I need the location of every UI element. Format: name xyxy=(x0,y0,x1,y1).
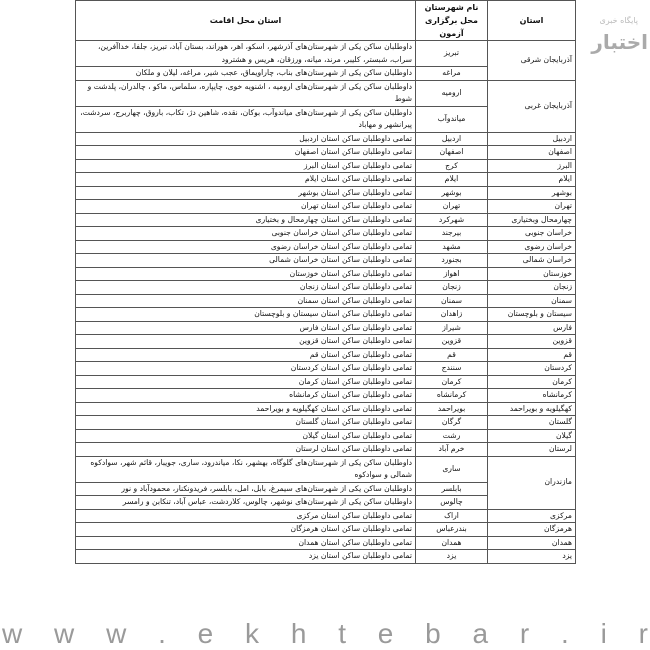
exam-city-cell: چالوس xyxy=(416,496,488,510)
residence-cell: تمامی داوطلبان ساکن استان یزد xyxy=(76,550,416,564)
province-cell: مرکزی xyxy=(488,509,576,523)
residence-cell: تمامی داوطلبان ساکن استان مرکزی xyxy=(76,509,416,523)
exam-city-cell: سنندج xyxy=(416,362,488,376)
header-exam-city: نام شهرستان محل برگزاری آزمون xyxy=(416,1,488,41)
exam-city-cell: بویراحمد xyxy=(416,402,488,416)
residence-cell: تمامی داوطلبان ساکن استان چهارمحال و بختیاری xyxy=(76,213,416,227)
residence-cell: تمامی داوطلبان ساکن استان خوزستان xyxy=(76,267,416,281)
table-row xyxy=(76,159,576,173)
watermark-letter: r xyxy=(519,618,530,649)
residence-cell: داوطلبان ساکن یکی از شهرستان‌های گلوگاه، بهشهر، نکا، میاندرود، ساری، جویبار، قائم شهر، سوادکوه شمالی و سوادکوه xyxy=(76,456,416,482)
province-cell: خراسان جنوبی xyxy=(488,227,576,241)
watermark-letter: b xyxy=(425,618,441,649)
province-cell: کهگیلویه و بویراحمد xyxy=(488,402,576,416)
residence-cell: داوطلبان ساکن یکی از شهرستان‌های نوشهر، چالوس، کلاردشت، عباس آباد، تنکابن و رامسر xyxy=(76,496,416,510)
exam-city-cell: اردبیل xyxy=(416,132,488,146)
province-cell: ایلام xyxy=(488,173,576,187)
watermark-letter: h xyxy=(290,618,307,649)
table-row xyxy=(76,536,576,550)
residence-cell: تمامی داوطلبان ساکن استان اصفهان xyxy=(76,146,416,160)
residence-cell: تمامی داوطلبان ساکن استان گیلان xyxy=(76,429,416,443)
residence-cell: تمامی داوطلبان ساکن استان تهران xyxy=(76,200,416,214)
exam-city-cell: اهواز xyxy=(416,267,488,281)
exam-city-cell: یزد xyxy=(416,550,488,564)
province-cell: بوشهر xyxy=(488,186,576,200)
header-province: استان xyxy=(488,1,576,41)
exam-city-cell: کرج xyxy=(416,159,488,173)
province-cell: آذربایجان غربی xyxy=(488,80,576,132)
watermark-letter: r xyxy=(638,618,648,649)
exam-city-cell: شیراز xyxy=(416,321,488,335)
table-row xyxy=(76,335,576,349)
table-row xyxy=(76,456,576,482)
residence-cell: داوطلبان ساکن یکی از شهرستان‌های میاندوآب، بوکان، نقده، شاهین دژ، تکاب، باروق، چهاربرج، سردشت، پیرانشهر و مهاباد xyxy=(76,106,416,132)
table-row xyxy=(76,281,576,295)
table-row xyxy=(76,416,576,430)
residence-cell: تمامی داوطلبان ساکن استان خراسان شمالی xyxy=(76,254,416,268)
residence-cell: تمامی داوطلبان ساکن استان البرز xyxy=(76,159,416,173)
residence-cell: تمامی داوطلبان ساکن استان قم xyxy=(76,348,416,362)
exam-city-cell: مشهد xyxy=(416,240,488,254)
watermark-letter: w xyxy=(54,618,75,649)
exam-city-cell: سمنان xyxy=(416,294,488,308)
residence-cell: تمامی داوطلبان ساکن استان خراسان رضوی xyxy=(76,240,416,254)
province-cell: خراسان شمالی xyxy=(488,254,576,268)
exam-city-cell: اراک xyxy=(416,509,488,523)
logo-big-text: اختبار xyxy=(591,30,648,54)
province-cell: گلستان xyxy=(488,416,576,430)
table-row xyxy=(76,362,576,376)
exam-city-cell: همدان xyxy=(416,536,488,550)
residence-cell: تمامی داوطلبان ساکن استان قزوین xyxy=(76,335,416,349)
table-row xyxy=(76,186,576,200)
exam-city-cell: خرم آباد xyxy=(416,443,488,457)
residence-cell: تمامی داوطلبان ساکن استان اردبیل xyxy=(76,132,416,146)
exam-city-cell: بندرعباس xyxy=(416,523,488,537)
table-row xyxy=(76,402,576,416)
province-cell: البرز xyxy=(488,159,576,173)
residence-cell: تمامی داوطلبان ساکن استان فارس xyxy=(76,321,416,335)
table-row xyxy=(76,348,576,362)
table-row xyxy=(76,321,576,335)
table-row xyxy=(76,254,576,268)
watermark-letter: w xyxy=(106,618,127,649)
table-row xyxy=(76,550,576,564)
province-cell: لرستان xyxy=(488,443,576,457)
watermark-letter: i xyxy=(600,618,607,649)
exam-city-cell: ارومیه xyxy=(416,80,488,106)
table-row xyxy=(76,146,576,160)
exam-city-cell: رشت xyxy=(416,429,488,443)
residence-cell: تمامی داوطلبان ساکن استان کرمانشاه xyxy=(76,389,416,403)
residence-cell: تمامی داوطلبان ساکن استان کردستان xyxy=(76,362,416,376)
table-row xyxy=(76,294,576,308)
province-cell: کردستان xyxy=(488,362,576,376)
exam-city-cell: بوشهر xyxy=(416,186,488,200)
province-cell: یزد xyxy=(488,550,576,564)
watermark-letter: e xyxy=(197,618,214,649)
watermark-letter: a xyxy=(472,618,489,649)
residence-cell: تمامی داوطلبان ساکن استان زنجان xyxy=(76,281,416,295)
website-watermark xyxy=(0,620,650,648)
residence-cell: تمامی داوطلبان ساکن استان ایلام xyxy=(76,173,416,187)
province-cell: کرمان xyxy=(488,375,576,389)
table-row xyxy=(76,429,576,443)
residence-cell: تمامی داوطلبان ساکن استان سمنان xyxy=(76,294,416,308)
province-cell: مازندران xyxy=(488,456,576,509)
exam-city-cell: بیرجند xyxy=(416,227,488,241)
province-cell: اردبیل xyxy=(488,132,576,146)
exam-city-cell: بابلسر xyxy=(416,482,488,496)
table-row xyxy=(76,523,576,537)
table-row xyxy=(76,41,576,67)
exam-city-cell: شهرکرد xyxy=(416,213,488,227)
province-cell: هرمزگان xyxy=(488,523,576,537)
province-cell: سیستان و بلوچستان xyxy=(488,308,576,322)
province-cell: قزوین xyxy=(488,335,576,349)
exam-city-cell: تبریز xyxy=(416,41,488,67)
exam-city-cell: ایلام xyxy=(416,173,488,187)
residence-cell: داوطلبان ساکن یکی از شهرستان‌های آذرشهر، اسکو، اهر، هوراند، بستان آباد، تبریز، جلفا، خداآفرین، سراب، شبستر، کلیبر، مرند، میانه، ورزقان، هریس و هشترود xyxy=(76,41,416,67)
table-row xyxy=(76,240,576,254)
province-cell: آذربایجان شرقی xyxy=(488,41,576,81)
exam-city-cell: قزوین xyxy=(416,335,488,349)
residence-cell: تمامی داوطلبان ساکن استان کرمان xyxy=(76,375,416,389)
table-row xyxy=(76,80,576,106)
exam-city-cell: زنجان xyxy=(416,281,488,295)
province-cell: چهارمحال وبختیاری xyxy=(488,213,576,227)
table-row xyxy=(76,389,576,403)
province-cell: خراسان رضوی xyxy=(488,240,576,254)
watermark-letter: . xyxy=(158,618,166,649)
header-residence: استان محل اقامت xyxy=(76,1,416,41)
province-cell: تهران xyxy=(488,200,576,214)
watermark-letter: e xyxy=(377,618,394,649)
residence-cell: تمامی داوطلبان ساکن استان سیستان و بلوچستان xyxy=(76,308,416,322)
table-row xyxy=(76,267,576,281)
table-row xyxy=(76,375,576,389)
province-cell: زنجان xyxy=(488,281,576,295)
province-cell: خوزستان xyxy=(488,267,576,281)
residence-cell: تمامی داوطلبان ساکن استان هرمزگان xyxy=(76,523,416,537)
exam-city-cell: زاهدان xyxy=(416,308,488,322)
province-cell: کرمانشاه xyxy=(488,389,576,403)
province-cell: قم xyxy=(488,348,576,362)
watermark-letter: w xyxy=(2,618,23,649)
province-cell: اصفهان xyxy=(488,146,576,160)
exam-city-cell: تهران xyxy=(416,200,488,214)
province-cell: فارس xyxy=(488,321,576,335)
table-row xyxy=(76,227,576,241)
exam-city-cell: کرمانشاه xyxy=(416,389,488,403)
residence-cell: تمامی داوطلبان ساکن استان بوشهر xyxy=(76,186,416,200)
table-row xyxy=(76,443,576,457)
ekhtebar-logo xyxy=(580,14,648,70)
exam-city-cell: ساری xyxy=(416,456,488,482)
logo-small-text: پایگاه خبری xyxy=(599,16,638,25)
exam-locations-table xyxy=(75,0,576,564)
exam-city-cell: گرگان xyxy=(416,416,488,430)
table-header-row xyxy=(76,1,576,41)
exam-city-cell: کرمان xyxy=(416,375,488,389)
watermark-letter: . xyxy=(561,618,569,649)
residence-cell: داوطلبان ساکن یکی از شهرستان‌های سیمرغ، بابل، امل، بابلسر، فریدونکنار، محمودآباد و نور xyxy=(76,482,416,496)
exam-city-cell: میاندوآب xyxy=(416,106,488,132)
table-row xyxy=(76,213,576,227)
province-cell: همدان xyxy=(488,536,576,550)
table-row xyxy=(76,200,576,214)
table-row xyxy=(76,509,576,523)
residence-cell: تمامی داوطلبان ساکن استان گلستان xyxy=(76,416,416,430)
table-row xyxy=(76,173,576,187)
watermark-letter: t xyxy=(338,618,346,649)
residence-cell: تمامی داوطلبان ساکن استان همدان xyxy=(76,536,416,550)
residence-cell: تمامی داوطلبان ساکن استان کهگیلویه و بویراحمد xyxy=(76,402,416,416)
residence-cell: داوطلبان ساکن یکی از شهرستان‌های ارومیه ، اشنویه خوی، چایپاره، سلماس، ماکو ، چالدران، پلدشت و شوط xyxy=(76,80,416,106)
table-row xyxy=(76,308,576,322)
exam-city-cell: قم xyxy=(416,348,488,362)
exam-city-cell: بجنورد xyxy=(416,254,488,268)
exam-city-cell: اصفهان xyxy=(416,146,488,160)
residence-cell: تمامی داوطلبان ساکن استان خراسان جنوبی xyxy=(76,227,416,241)
table-row xyxy=(76,132,576,146)
residence-cell: داوطلبان ساکن یکی از شهرستان‌های بناب، چاراویماق، عجب شیر، مراغه، لیلان و ملکان xyxy=(76,67,416,81)
residence-cell: تمامی داوطلبان ساکن استان لرستان xyxy=(76,443,416,457)
watermark-letter: k xyxy=(245,618,260,649)
exam-city-cell: مراغه xyxy=(416,67,488,81)
province-cell: سمنان xyxy=(488,294,576,308)
province-cell: گیلان xyxy=(488,429,576,443)
